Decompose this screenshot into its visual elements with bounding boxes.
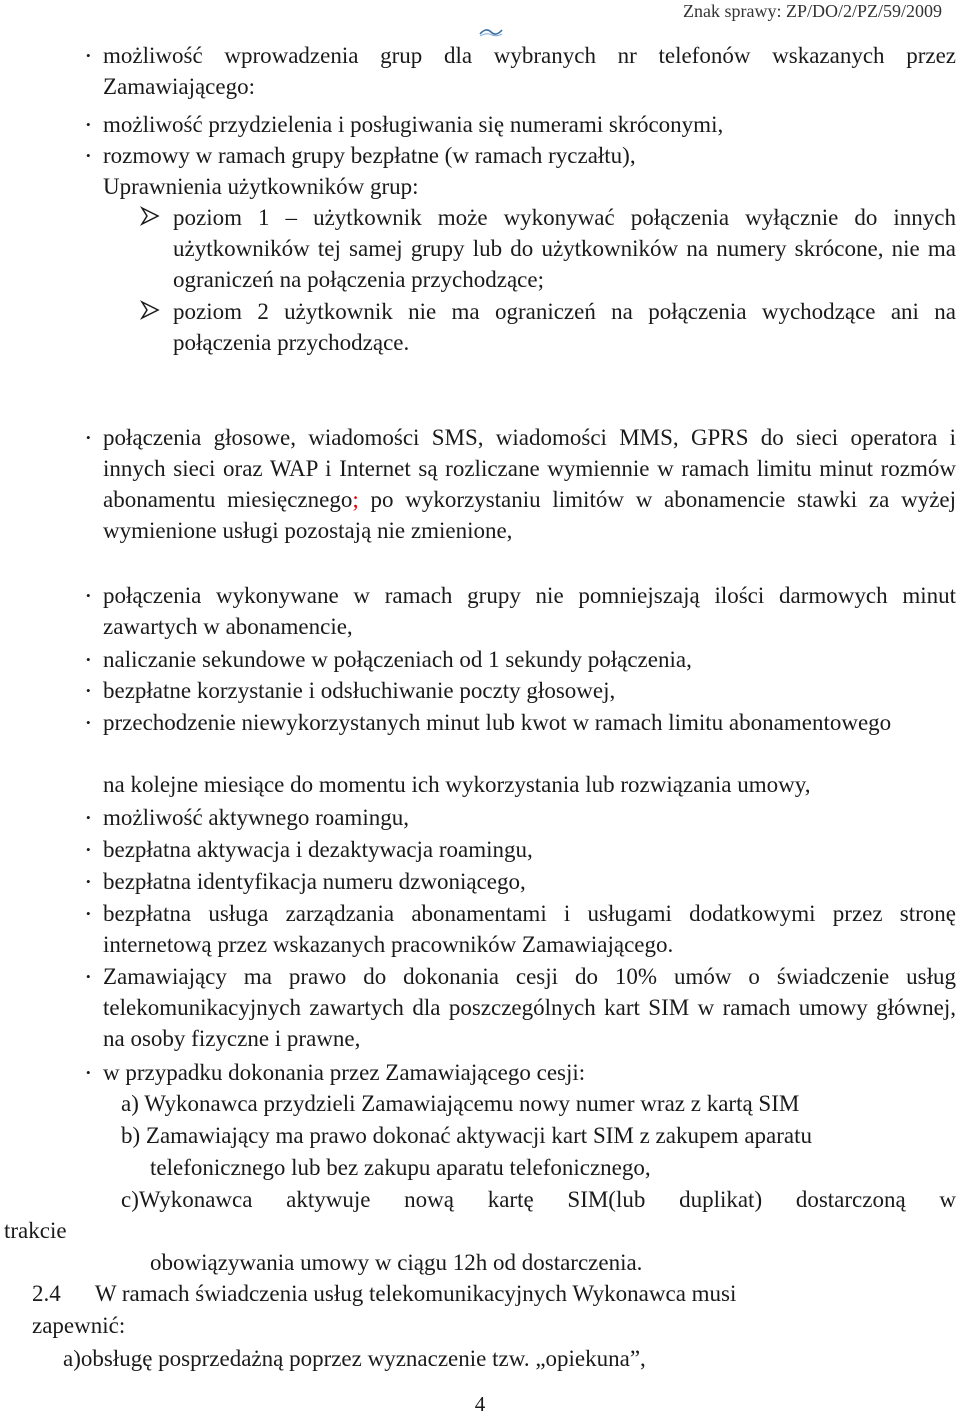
list-item: możliwość przydzielenia i posługiwania się numerami skróconymi, <box>103 112 724 137</box>
list-item: rozmowy w ramach grupy bezpłatne (w ramach ryczałtu), <box>103 143 636 168</box>
bullet: • <box>86 430 91 445</box>
list-item: bezpłatna aktywacja i dezaktywacja roamingu, <box>103 837 533 862</box>
bullet: • <box>86 1065 91 1080</box>
section-2-4-continuation: zapewnić: <box>32 1313 126 1338</box>
list-item: w przypadku dokonania przez Zamawiającego cesji: <box>103 1060 586 1085</box>
page-number: 4 <box>474 1392 486 1416</box>
list-item: naliczanie sekundowe w połączeniach od 1 sekundy połączenia, <box>103 647 692 672</box>
bullet: • <box>86 652 91 667</box>
list-item: bezpłatna usługa zarządzania abonamentami i usługami dodatkowymi przez stronę internetową przez wskazanych pracowników Zamawiającego. <box>103 901 956 957</box>
bullet: • <box>86 874 91 889</box>
sub-item-c: c)Wykonawca aktywuje nową kartę SIM(lub duplikat) dostarczoną w <box>121 1187 956 1212</box>
list-item-continuation: na kolejne miesiące do momentu ich wykorzystania lub rozwiązania umowy, <box>103 772 811 797</box>
permission-level-2: poziom 2 użytkownik nie ma ograniczeń na połączenia wychodzące ani na połączenia przychodzące. <box>173 299 956 355</box>
list-item: połączenia wykonywane w ramach grupy nie pomniejszają ilości darmowych minut zawartych w abonamencie, <box>103 583 956 639</box>
list-item <box>103 422 956 546</box>
list-item: bezpłatne korzystanie i odsłuchiwanie poczty głosowej, <box>103 678 616 703</box>
section-2-4: 2.4 W ramach świadczenia usług telekomunikacyjnych Wykonawca musi <box>32 1281 737 1306</box>
list-item: bezpłatna identyfikacja numeru dzwoniącego, <box>103 869 526 894</box>
sub-item-a: a) Wykonawca przydzieli Zamawiającemu nowy numer wraz z kartą SIM <box>121 1091 800 1116</box>
bullet: • <box>86 588 91 603</box>
arrow-bullet-icon <box>139 299 161 321</box>
list-item: możliwość aktywnego roamingu, <box>103 805 409 830</box>
list-item: możliwość wprowadzenia grup dla wybranych nr telefonów wskazanych przez Zamawiającego: <box>103 43 956 99</box>
sub-item-c-continuation: obowiązywania umowy w ciągu 12h od dostarczenia. <box>150 1250 643 1275</box>
bullet: • <box>86 48 91 63</box>
bullet: • <box>86 715 91 730</box>
permission-level-1: poziom 1 – użytkownik może wykonywać połączenia wyłącznie do innych użytkowników tej samej grupy lub do użytkowników na numery skrócone, nie ma ograniczeń na połączenia przychodzące; <box>173 205 956 292</box>
bullet: • <box>86 969 91 984</box>
list-item-text: po wykorzystaniu limitów w abonamencie stawki za wyżej wymienione usługi pozostają nie zmienione, <box>103 487 956 543</box>
bullet: • <box>86 842 91 857</box>
logo-icon <box>478 26 504 38</box>
section-2-4-item-a: a)obsługę posprzedażną poprzez wyznaczenie tzw. „opiekuna”, <box>63 1346 646 1371</box>
document-reference: Znak sprawy: ZP/DO/2/PZ/59/2009 <box>683 1 942 21</box>
permissions-heading: Uprawnienia użytkowników grup: <box>103 174 419 199</box>
list-item-text: połączenia głosowe, wiadomości SMS, wiadomości MMS, GPRS do sieci operatora i innych sieci oraz WAP i Internet są rozliczane wymiennie w ramach limitu minut rozmów abonamentu miesięcznego <box>103 425 956 512</box>
bullet: • <box>86 148 91 163</box>
sub-item-b-continuation: telefonicznego lub bez zakupu aparatu telefonicznego, <box>150 1155 651 1180</box>
bullet: • <box>86 683 91 698</box>
sub-item-b: b) Zamawiający ma prawo dokonać aktywacji kart SIM z zakupem aparatu <box>121 1123 812 1148</box>
red-separator: ; <box>352 487 359 512</box>
arrow-bullet-icon <box>139 205 161 227</box>
sub-item-c-trakcie: trakcie <box>4 1218 67 1243</box>
bullet: • <box>86 810 91 825</box>
bullet: • <box>86 117 91 132</box>
list-item: Zamawiający ma prawo do dokonania cesji do 10% umów o świadczenie usług telekomunikacyjnych zawartych dla poszczególnych kart SIM w ramach umowy głównej, na osoby fizyczne i prawne, <box>103 964 956 1051</box>
bullet: • <box>86 906 91 921</box>
list-item: przechodzenie niewykorzystanych minut lub kwot w ramach limitu abonamentowego <box>103 710 892 735</box>
